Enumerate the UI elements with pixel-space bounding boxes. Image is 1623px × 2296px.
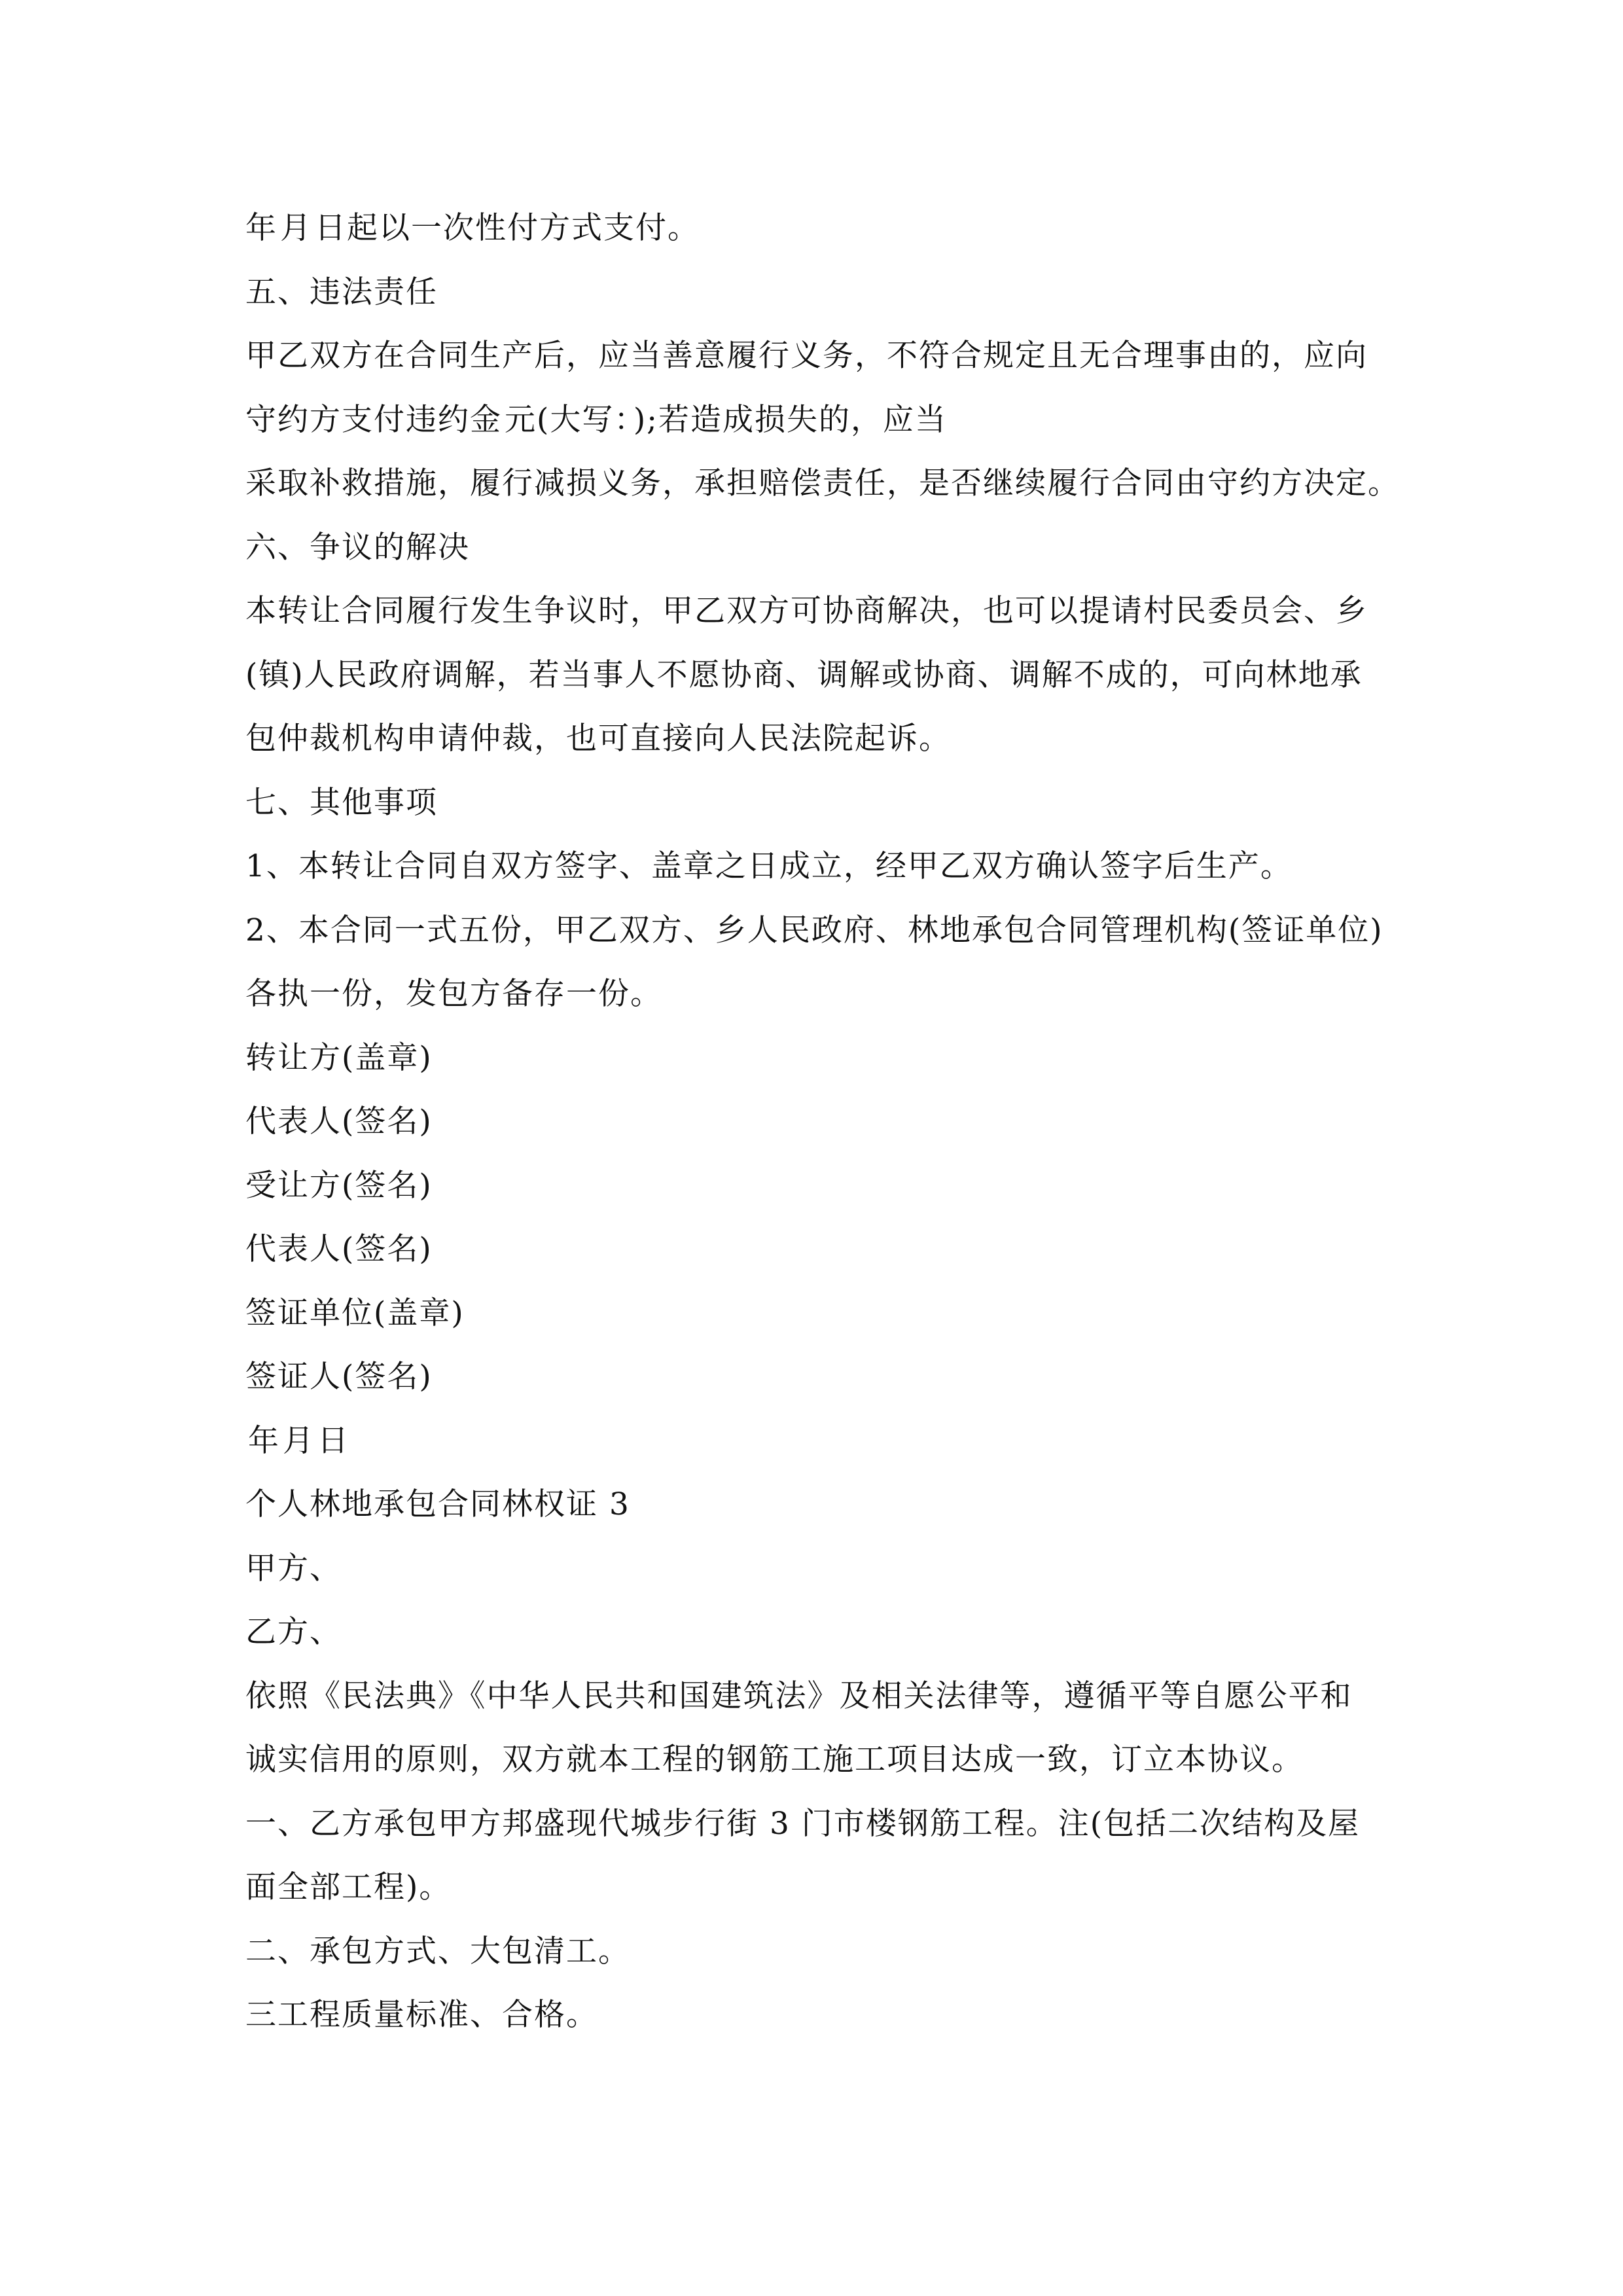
paragraph-line: 1、本转让合同自双方签字、盖章之日成立，经甲乙双方确认签字后生产。 <box>245 848 1293 884</box>
paragraph-line: 诚实信用的原则，双方就本工程的钢筋工施工项目达成一致，订立本协议。 <box>245 1742 1304 1778</box>
signature-label: 签证单位(盖章) <box>245 1295 465 1331</box>
payment-text: 日起以一次性付方式支付。 <box>315 210 700 246</box>
paragraph-line: 本转让合同履行发生争议时，甲乙双方可协商解决，也可以提请村民委员会、乡 <box>245 593 1368 629</box>
signature-line <box>245 1345 1387 1409</box>
paragraph-line: 二、承包方式、大包清工。 <box>245 1933 630 1969</box>
signature-label: 受让方(签名) <box>245 1167 433 1204</box>
paragraph-line: 三工程质量标准、合格。 <box>245 1997 598 2033</box>
paragraph-line: 一、乙方承包甲方邦盛现代城步行街 3 门市楼钢筋工程。注(包括二次结构及屋 <box>245 1805 1361 1842</box>
paragraph-line: 面全部工程)。 <box>245 1869 452 1905</box>
signature-line <box>245 1154 1387 1218</box>
date-line <box>245 1409 1387 1473</box>
penalty-text: 守约方支付违约金 <box>245 401 502 438</box>
signature-line <box>245 1217 1387 1282</box>
section-heading: 七、其他事项 <box>245 784 438 821</box>
signature-label: 代表人(签名) <box>245 1231 433 1267</box>
year-label: 年 <box>248 1422 280 1459</box>
document-body <box>245 196 1400 2047</box>
paragraph-line: 甲乙双方在合同生产后，应当善意履行义务，不符合规定且无合理事由的，应向 <box>245 338 1368 374</box>
paragraph-line: 采取补救措施，履行减损义务，承担赔偿责任，是否继续履行合同由守约方决定。 <box>245 465 1400 501</box>
signature-line <box>245 1026 1387 1090</box>
signature-label: 转让方(盖章) <box>245 1039 433 1076</box>
document-title: 个人林地承包合同林权证 3 <box>245 1486 630 1522</box>
paragraph-line: 各执一份，发包方备存一份。 <box>245 976 662 1012</box>
section-heading: 五、违法责任 <box>245 274 438 310</box>
signature-line <box>245 1090 1387 1154</box>
paragraph-line: (镇)人民政府调解，若当事人不愿协商、调解或协商、调解不成的，可向林地承 <box>245 656 1363 693</box>
payment-date-line <box>245 196 1387 260</box>
paragraph-line: 包仲裁机构申请仲裁，也可直接向人民法院起诉。 <box>245 721 951 757</box>
penalty-line <box>245 388 1387 452</box>
party-b-line: 乙方、 <box>245 1614 342 1650</box>
signature-line <box>245 1282 1387 1346</box>
month-label: 月 <box>280 210 312 246</box>
month-label: 月 <box>283 1422 315 1459</box>
paragraph-line: 2、本合同一式五份，甲乙双方、乡人民政府、林地承包合同管理机构(签证单位) <box>245 912 1383 948</box>
signature-label: 代表人(签名) <box>245 1103 433 1139</box>
penalty-text-end: );若造成损失的，应当 <box>633 401 948 438</box>
signature-label: 签证人(签名) <box>245 1359 433 1395</box>
day-label: 日 <box>317 1422 349 1459</box>
paragraph-line: 依照《民法典》《中华人民共和国建筑法》及相关法律等，遵循平等自愿公平和 <box>245 1677 1353 1714</box>
section-heading: 六、争议的解决 <box>245 529 470 565</box>
penalty-uppercase-label: 元(大写： <box>505 401 631 438</box>
year-label: 年 <box>245 210 277 246</box>
party-a-line: 甲方、 <box>245 1550 342 1587</box>
